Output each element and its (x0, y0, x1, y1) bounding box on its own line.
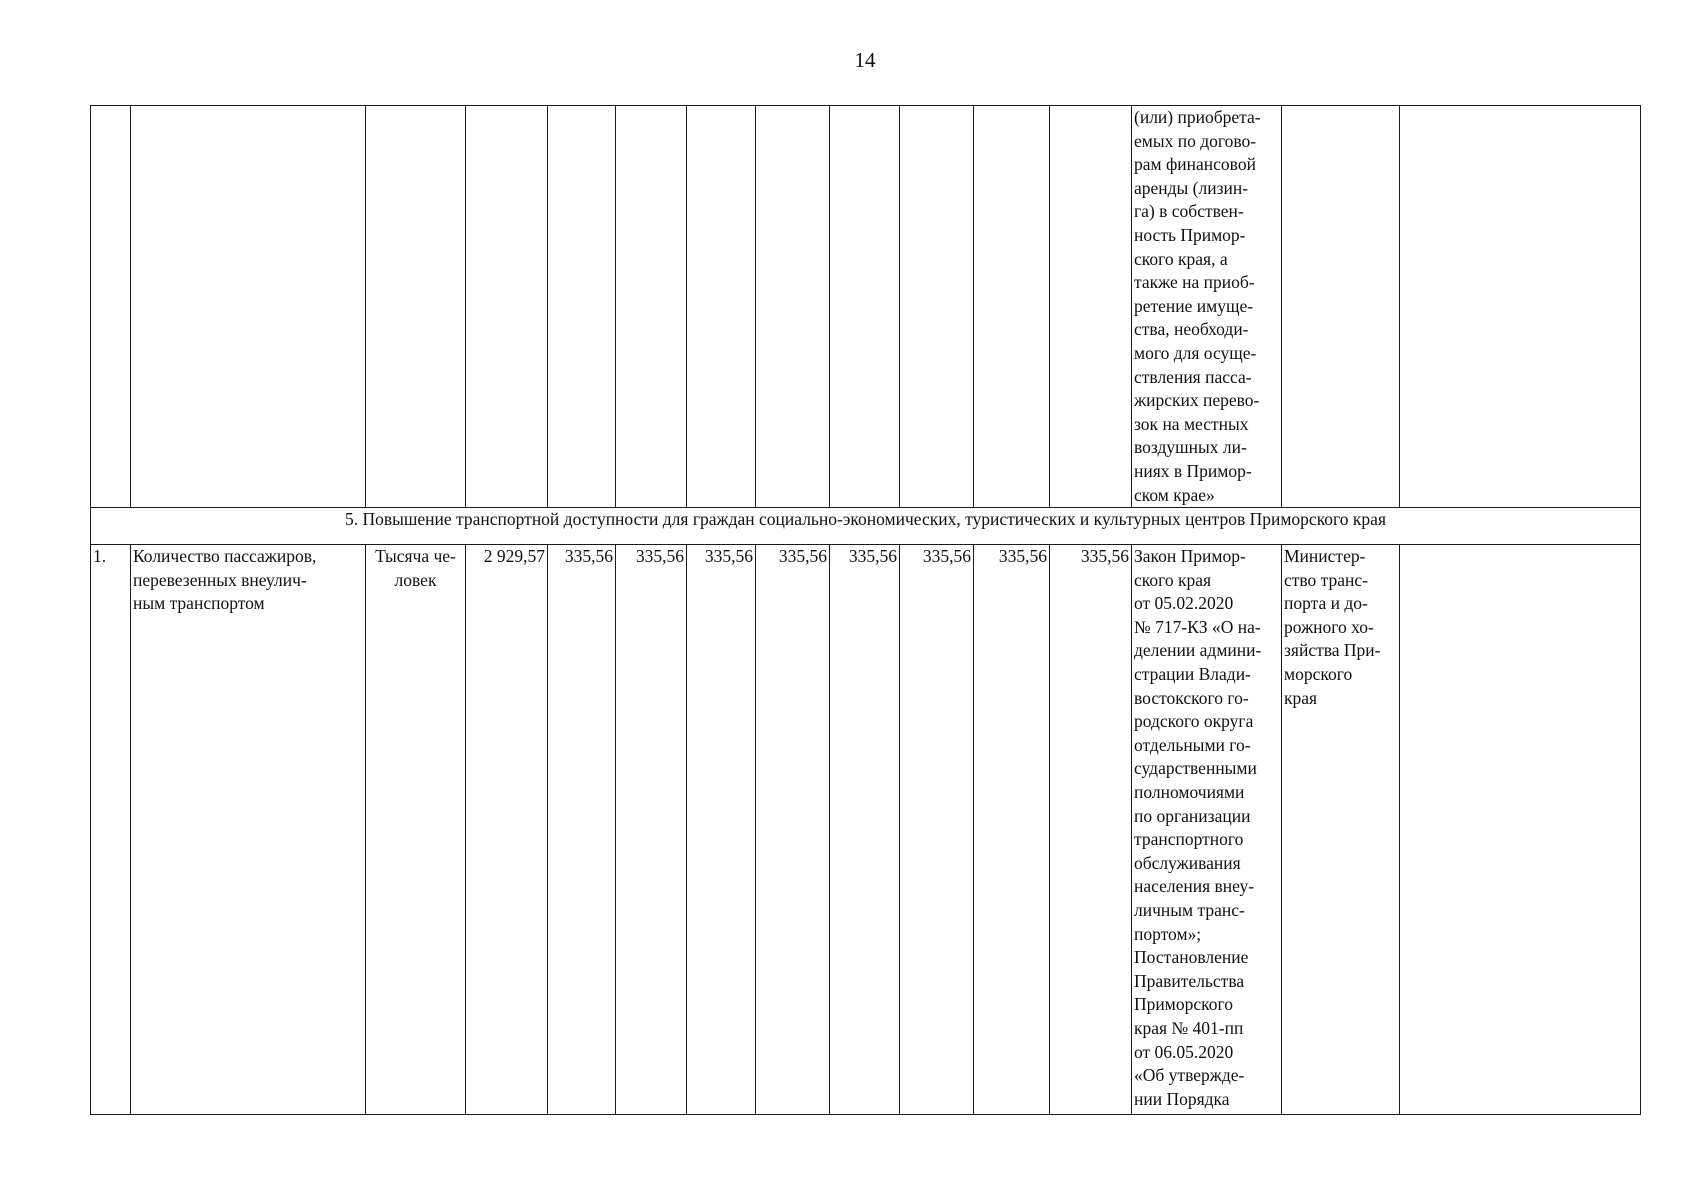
cell-empty (974, 106, 1050, 508)
law-text: (или) приобрета- емых по догово- рам финансовой аренды (лизин- га) в собствен- ность Примор- ского края, а также на приоб- ретение имуще- ства, необходи- мого для осуще- ствления пасса- жирских перево- зок на местных воздушных ли- ниях в Примор- ском крае» (1134, 107, 1261, 505)
cell-empty (1050, 106, 1132, 508)
cell-empty (830, 106, 900, 508)
law-basis (1132, 545, 1282, 1115)
value-cell: 335,56 (548, 545, 616, 1115)
law-basis-text: Закон Примор- ского края от 05.02.2020 № 717-КЗ «О на- делении админи- страции Влади- востокского го- родского округа отдельными го- сударственными полномочиями по организации транспортного обслуживания населения внеу- личным транс- портом»; Постановление Правительства Приморского края № 401-пп от 06.05.2020 «Об утвержде- нии Порядка (1134, 546, 1262, 1109)
page-number: 14 (854, 48, 876, 72)
cell-empty (616, 106, 687, 508)
row-number: 1. (91, 545, 131, 1115)
law-text-continuation (1132, 106, 1282, 508)
cell-empty (131, 106, 366, 508)
cell-empty (687, 106, 756, 508)
section-row (91, 508, 1641, 545)
value-cell: 2 929,57 (466, 545, 548, 1115)
cell-empty (1400, 545, 1641, 1115)
cell-empty (466, 106, 548, 508)
indicators-table (90, 105, 1641, 1115)
indicator-name (131, 545, 366, 1115)
continuation-row (91, 106, 1641, 508)
value-cell: 335,56 (756, 545, 830, 1115)
value-cell: 335,56 (1050, 545, 1132, 1115)
unit (366, 545, 466, 1115)
cell-empty (900, 106, 974, 508)
value-cell: 335,56 (830, 545, 900, 1115)
responsible-executor (1282, 545, 1400, 1115)
cell-empty (1282, 106, 1400, 508)
value-cell: 335,56 (616, 545, 687, 1115)
cell-empty (756, 106, 830, 508)
indicator-name-text: Количество пассажиров, перевезенных внеулич- ным транспортом (133, 546, 317, 614)
value-cell: 335,56 (974, 545, 1050, 1115)
unit-text: Тысяча че- ловек (375, 546, 456, 590)
cell-empty (548, 106, 616, 508)
responsible-text: Министер- ство транс- порта и до- рожного хо- зяйства При- морского края (1284, 546, 1381, 708)
value-cell: 335,56 (687, 545, 756, 1115)
cell-empty (1400, 106, 1641, 508)
value-cell: 335,56 (900, 545, 974, 1115)
cell-empty (91, 106, 131, 508)
indicator-row (91, 545, 1641, 1115)
section-title: 5. Повышение транспортной доступности для граждан социально-экономических, туристических и культурных центров Приморского края (91, 508, 1641, 545)
cell-empty (366, 106, 466, 508)
